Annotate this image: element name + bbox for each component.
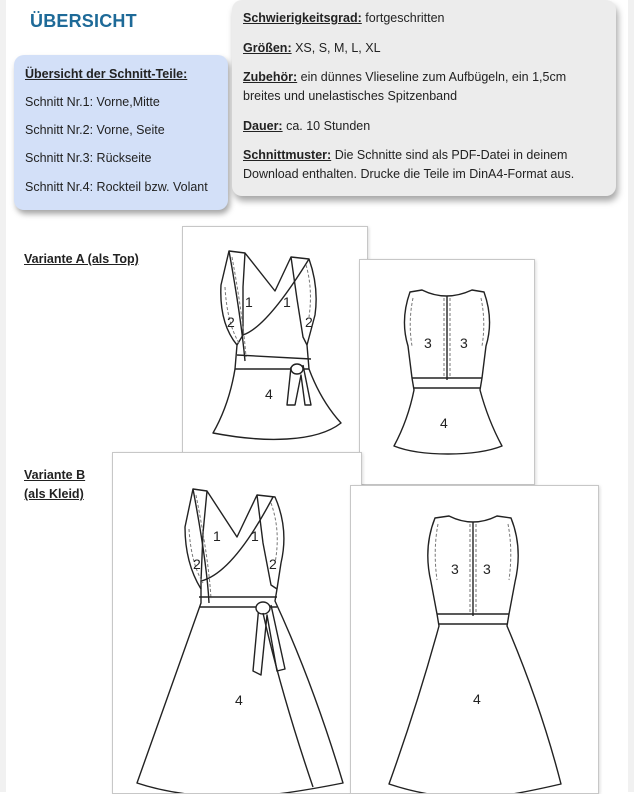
- piece-number: 3: [451, 561, 459, 577]
- pattern-part-item: Schnitt Nr.4: Rockteil bzw. Volant: [25, 180, 208, 194]
- piece-number: 2: [193, 556, 201, 572]
- piece-number: 2: [305, 314, 313, 330]
- dress-back-drawing: [351, 486, 598, 793]
- variant-b-front-image: [112, 452, 362, 794]
- info-pattern-label: Schnittmuster:: [243, 148, 332, 162]
- info-duration: [243, 117, 603, 136]
- piece-number: 1: [251, 528, 259, 544]
- top-front-drawing: [183, 227, 367, 453]
- info-accessories: [243, 68, 603, 106]
- info-duration-label: Dauer:: [243, 119, 283, 133]
- info-sizes: [243, 39, 603, 58]
- variant-a-back-image: [359, 259, 535, 485]
- variant-b-label-line1: Variante B: [24, 468, 86, 482]
- piece-number: 4: [440, 415, 448, 431]
- pattern-part-item: Schnitt Nr.3: Rückseite: [25, 151, 152, 165]
- piece-number: 2: [269, 556, 277, 572]
- variant-b-back-image: [350, 485, 599, 794]
- info-accessories-label: Zubehör:: [243, 70, 298, 84]
- top-back-drawing: [360, 260, 534, 484]
- piece-number: 4: [235, 692, 243, 708]
- piece-number: 3: [460, 335, 468, 351]
- dress-front-drawing: [113, 453, 361, 793]
- pattern-part-item: Schnitt Nr.2: Vorne, Seite: [25, 123, 165, 137]
- page-edge-right: [628, 0, 634, 792]
- piece-number: 4: [473, 691, 481, 707]
- variant-b-label-line2: (als Kleid): [24, 487, 84, 501]
- pattern-parts-heading: Übersicht der Schnitt-Teile:: [25, 67, 188, 81]
- info-pattern: [243, 146, 603, 184]
- info-accessories-value: ein dünnes Vlieseline zum Aufbügeln, ein 1,5cm breites und unelastisches Spitzenband: [243, 70, 567, 103]
- page-title: ÜBERSICHT: [30, 11, 137, 31]
- piece-number: 2: [227, 314, 235, 330]
- piece-number: 4: [265, 386, 273, 402]
- info-sizes-value: XS, S, M, L, XL: [295, 41, 381, 55]
- page-edge-left: [0, 0, 6, 792]
- info-pattern-value: Die Schnitte sind als PDF-Datei in deinem Download enthalten. Drucke die Teile im DinA4-Format aus.: [243, 148, 575, 181]
- variant-a-front-image: [182, 226, 368, 454]
- info-difficulty-label: Schwierigkeitsgrad:: [243, 11, 362, 25]
- info-sizes-label: Größen:: [243, 41, 292, 55]
- variant-a-label: Variante A (als Top): [24, 252, 139, 266]
- info-box: [232, 0, 616, 196]
- piece-number: 3: [424, 335, 432, 351]
- info-duration-value: ca. 10 Stunden: [286, 119, 371, 133]
- pattern-part-item: Schnitt Nr.1: Vorne,Mitte: [25, 95, 160, 109]
- info-difficulty-value: fortgeschritten: [365, 11, 445, 25]
- piece-number: 3: [483, 561, 491, 577]
- info-difficulty: [243, 9, 603, 28]
- piece-number: 1: [283, 294, 291, 310]
- pattern-parts-box: [14, 55, 228, 210]
- piece-number: 1: [213, 528, 221, 544]
- piece-number: 1: [245, 294, 253, 310]
